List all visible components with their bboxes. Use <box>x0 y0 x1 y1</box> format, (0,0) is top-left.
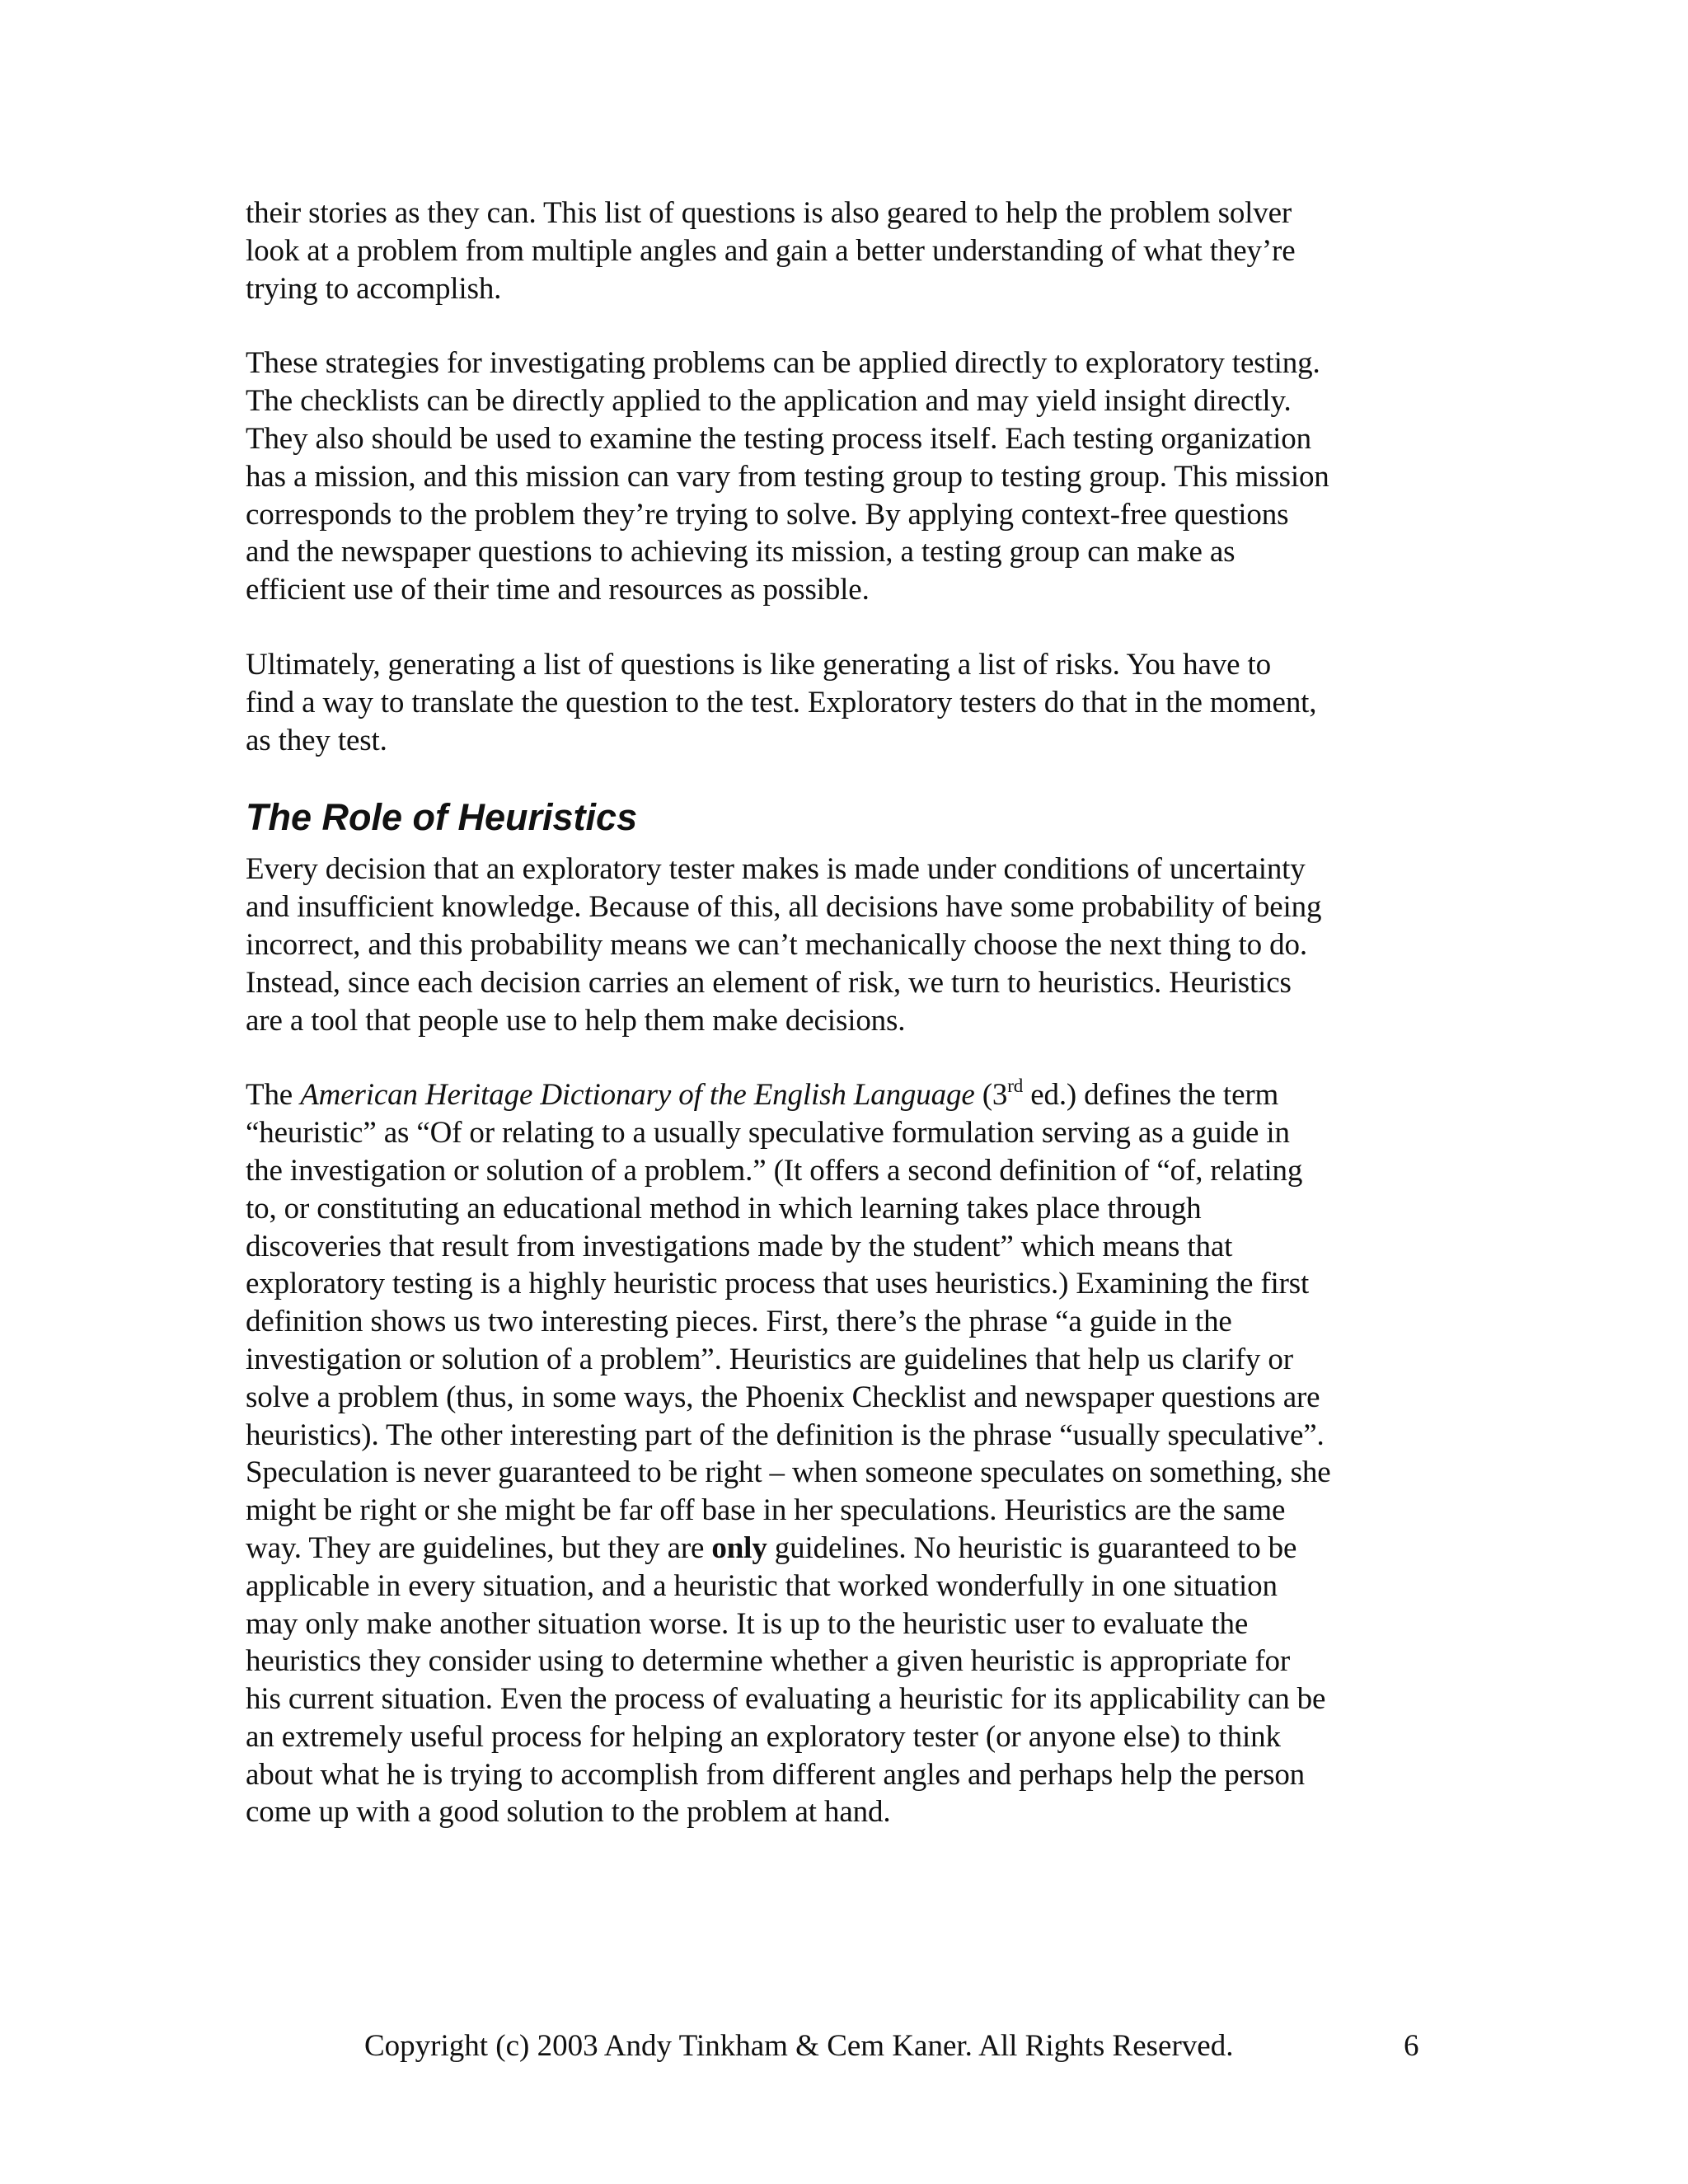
edition-superscript: rd <box>1007 1076 1024 1097</box>
paragraph-5-part-4: guidelines. No heuristic is guaranteed to be applicable in every situation, and a heuristic that worked wonderfully in one situation may only make another situation worse. It is up to the heuristic user to evaluate the heuristics they consider using to determine whether a given heuristic is appropriate for his current situation. Even the process of evaluating a heuristic for its applicability can be an extremely useful process for helping an exploratory tester (or anyone else) to think about what he is trying to accomplish from different angles and perhaps help the person come up with a good solution to the problem at hand. <box>246 1530 1326 1830</box>
emphasized-word: only <box>711 1530 767 1565</box>
page-number: 6 <box>1404 2029 1419 2063</box>
paragraph-3: Ultimately, generating a list of questions is like generating a list of risks. You have to find a way to translate the question to the test. Exploratory testers do that in the moment, as they test. <box>246 647 1317 757</box>
paragraph-2: These strategies for investigating problems can be applied directly to exploratory testing. The checklists can be directly applied to the application and may yield insight directly. They also should be used to examine the testing process itself. Each testing organization has a mission, and this mission can vary from testing group to testing group. This mission corresponds to the problem they’re trying to solve. By applying context-free questions and the newspaper questions to achieving its mission, a testing group can make as efficient use of their time and resources as possible. <box>246 346 1329 607</box>
dictionary-title: American Heritage Dictionary of the English Language <box>300 1078 975 1113</box>
paragraph-5-part-1: The <box>246 1078 301 1113</box>
paragraph-4: Every decision that an exploratory tester makes is made under conditions of uncertainty and insufficient knowledge. Because of this, all decisions have some probability of being incorrect, and this probability means we can’t mechanically choose the next thing to do. Instead, since each decision carries an element of risk, we turn to heuristics. Heuristics are a tool that people use to help them make decisions. <box>246 852 1322 1038</box>
section-heading: The Role of Heuristics <box>246 796 638 839</box>
document-body <box>246 194 1457 1868</box>
paragraph-5 <box>246 1076 1457 1831</box>
paragraph-5-part-3: ed.) defines the term “heuristic” as “Of or relating to a usually speculative formulation serving as a guide in the investigation or solution of a problem.” (It offers a second definition of “of, relating to, or constituting an educational method in which learning takes place through discoveries that result from investigations made by the student” which means that exploratory testing is a highly heuristic process that uses heuristics.) Examining the first definition shows us two interesting pieces. First, there’s the phrase “a guide in the investigation or solution of a problem”. Heuristics are guidelines that help us clarify or solve a problem (thus, in some ways, the Phoenix Checklist and newspaper questions are heuristics). The other interesting part of the definition is the phrase “usually speculative”. Speculation is never guaranteed to be right – when someone speculates on something, she might be right or she might be far off base in her speculations. Heuristics are the same way. They are guidelines, but they are <box>246 1078 1331 1565</box>
paragraph-5-part-2: (3 <box>974 1078 1008 1113</box>
copyright-text: Copyright (c) 2003 Andy Tinkham & Cem Kaner. All Rights Reserved. <box>364 2029 1234 2063</box>
paragraph-1: their stories as they can. This list of questions is also geared to help the problem solver look at a problem from multiple angles and gain a better understanding of what they’re trying to accomplish. <box>246 196 1296 306</box>
